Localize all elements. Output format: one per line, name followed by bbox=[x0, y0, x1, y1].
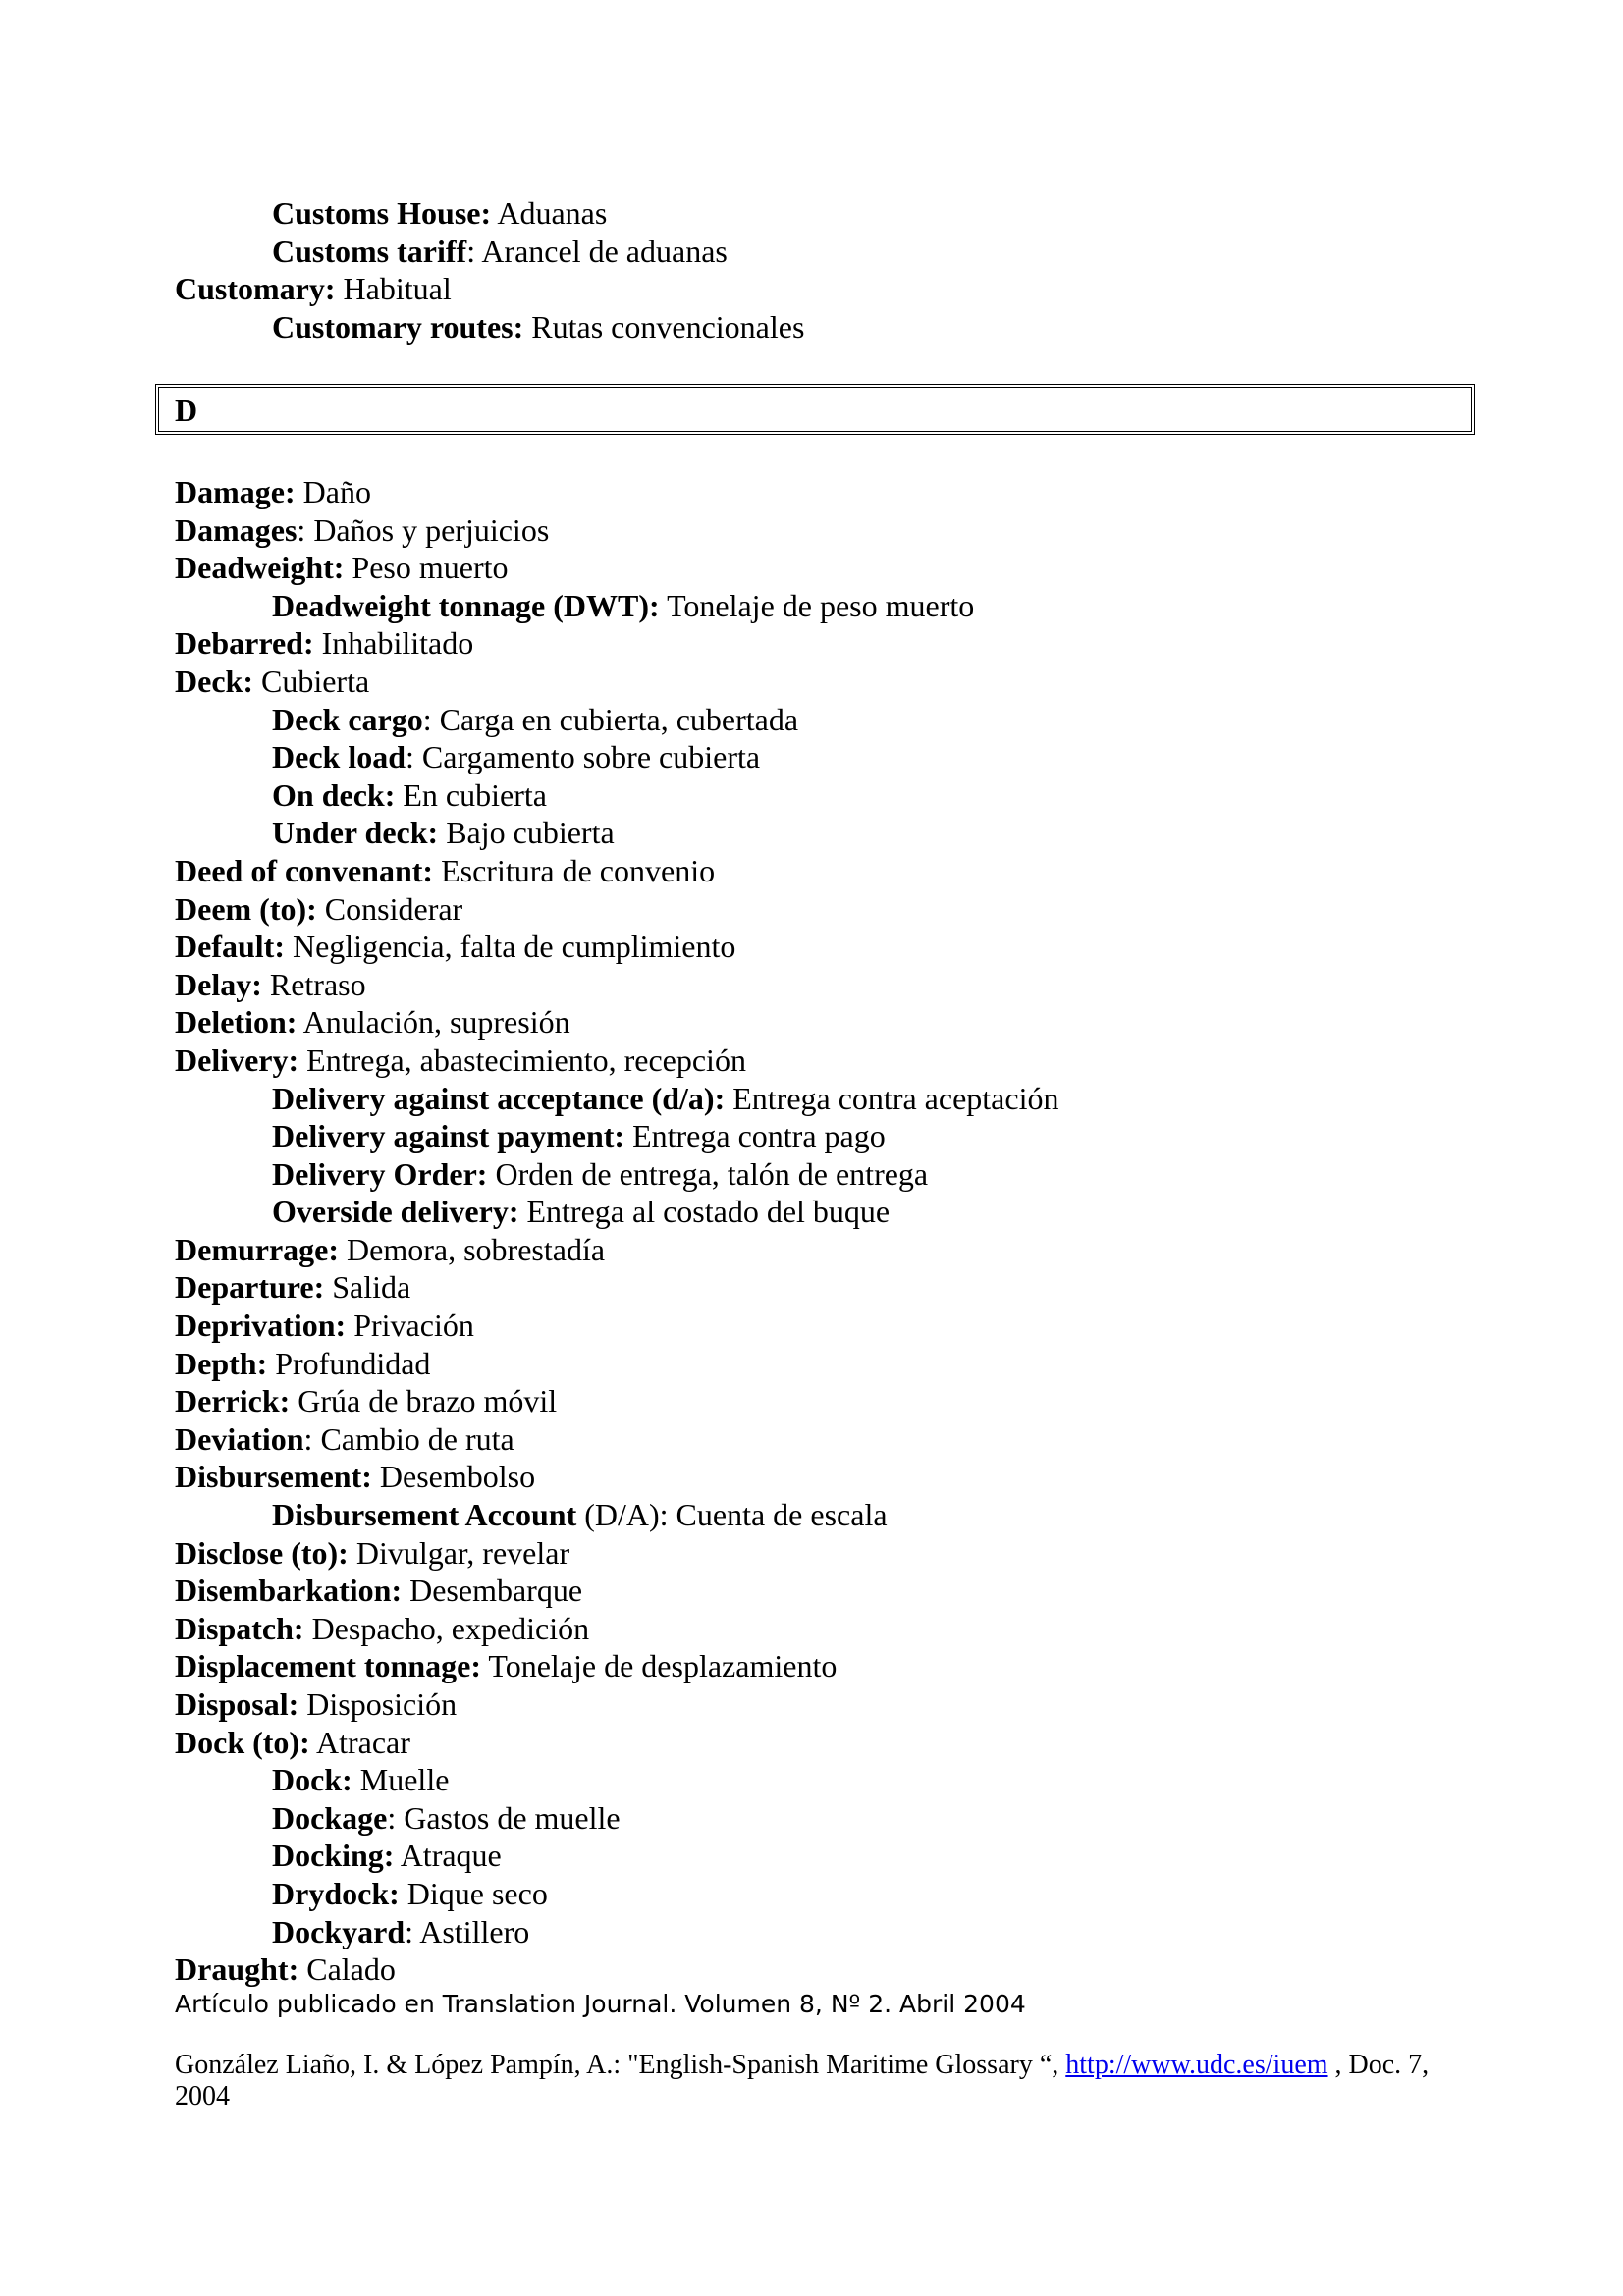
glossary-entry bbox=[175, 624, 1481, 663]
section-letter: D bbox=[175, 393, 198, 428]
entry-term: Disembarkation: bbox=[175, 1573, 403, 1609]
glossary-subentry bbox=[175, 308, 1481, 347]
glossary-subentry bbox=[175, 1080, 1481, 1118]
glossary-entry bbox=[175, 1724, 1481, 1762]
entry-definition: : Arancel de aduanas bbox=[466, 233, 728, 269]
glossary-entry bbox=[175, 549, 1481, 587]
entry-definition: Disposición bbox=[298, 1686, 458, 1722]
entry-definition: Escritura de convenio bbox=[433, 852, 716, 888]
entry-term: Disposal: bbox=[175, 1686, 299, 1722]
entry-term: Delivery: bbox=[175, 1041, 299, 1078]
glossary-entry bbox=[175, 1647, 1481, 1685]
glossary-subentry bbox=[175, 1193, 1481, 1231]
entry-term: Deck: bbox=[175, 663, 253, 699]
entry-term: Dock (to): bbox=[175, 1724, 310, 1760]
glossary-entry bbox=[175, 1382, 1481, 1420]
entry-definition: Cubierta bbox=[252, 663, 370, 699]
entry-term: Delivery Order: bbox=[272, 1155, 488, 1192]
entry-term: Dockyard bbox=[272, 1913, 406, 1949]
glossary-subentry bbox=[175, 1913, 1481, 1951]
entry-definition: : Cargamento sobre cubierta bbox=[406, 739, 761, 775]
glossary-entry bbox=[175, 1572, 1481, 1610]
entry-definition: Tonelaje de desplazamiento bbox=[480, 1648, 838, 1684]
entry-definition: (D/A): Cuenta de escala bbox=[576, 1497, 888, 1533]
glossary-subentry bbox=[175, 1799, 1481, 1838]
glossary-entry bbox=[175, 1420, 1481, 1459]
entry-term: Customs House: bbox=[272, 195, 492, 231]
entry-term: On deck: bbox=[272, 776, 396, 813]
glossary-subentry bbox=[175, 814, 1481, 852]
glossary-entry bbox=[175, 1003, 1481, 1041]
glossary-entry bbox=[175, 1041, 1481, 1080]
glossary-subentry bbox=[175, 776, 1481, 815]
entry-term: Deed of convenant: bbox=[175, 852, 434, 888]
entry-definition: Orden de entrega, talón de entrega bbox=[487, 1155, 929, 1192]
glossary-entry bbox=[175, 1458, 1481, 1496]
entry-definition: Tonelaje de peso muerto bbox=[659, 587, 975, 623]
entry-term: Under deck: bbox=[272, 815, 439, 851]
entry-term: Demurrage: bbox=[175, 1231, 340, 1267]
glossary-entry bbox=[175, 928, 1481, 966]
glossary-entry bbox=[175, 1534, 1481, 1573]
entry-term: Default: bbox=[175, 929, 285, 965]
entry-term: Customs tariff bbox=[272, 233, 467, 269]
entry-term: Deadweight: bbox=[175, 550, 345, 586]
glossary-entry bbox=[175, 511, 1481, 550]
entry-definition: : Gastos de muelle bbox=[387, 1799, 621, 1836]
glossary-subentry bbox=[175, 587, 1481, 625]
entry-term: Dock: bbox=[272, 1762, 352, 1798]
glossary-entry bbox=[175, 270, 1481, 308]
entry-definition: Considerar bbox=[316, 890, 463, 927]
glossary-entry bbox=[175, 473, 1481, 511]
entry-definition: Atracar bbox=[309, 1724, 410, 1760]
entry-definition: : Carga en cubierta, cubertada bbox=[422, 701, 799, 737]
glossary-subentry bbox=[175, 233, 1481, 271]
citation-text-end: , Doc. 7, 2004 bbox=[175, 2050, 1430, 2111]
publication-note: Artículo publicado en Translation Journal. Volumen 8, Nº 2. Abril 2004 bbox=[175, 1990, 1026, 2018]
entry-term: Customary routes: bbox=[272, 308, 524, 345]
entry-term: Damages bbox=[175, 511, 298, 548]
entry-definition: Desembolso bbox=[371, 1459, 536, 1495]
entry-term: Deck load bbox=[272, 739, 406, 775]
entry-definition: Despacho, expedición bbox=[303, 1610, 590, 1646]
entry-definition: En cubierta bbox=[395, 776, 547, 813]
entry-definition: Privación bbox=[346, 1308, 474, 1344]
glossary-entry bbox=[175, 663, 1481, 701]
entry-definition: Demora, sobrestadía bbox=[339, 1231, 606, 1267]
entry-definition: : Astillero bbox=[405, 1913, 530, 1949]
entry-term: Dockage bbox=[272, 1799, 388, 1836]
entry-definition: Divulgar, revelar bbox=[348, 1534, 570, 1571]
entry-definition: Habitual bbox=[335, 271, 452, 307]
entry-definition: Dique seco bbox=[399, 1875, 548, 1911]
glossary-subentry bbox=[175, 1117, 1481, 1155]
glossary-entry bbox=[175, 1950, 1481, 1989]
glossary-entry bbox=[175, 1610, 1481, 1648]
entry-definition: Entrega contra pago bbox=[624, 1118, 886, 1154]
glossary-entry bbox=[175, 890, 1481, 929]
entry-definition: : Cambio de ruta bbox=[303, 1420, 514, 1457]
citation-text: González Liaño, I. & López Pampín, A.: "English-Spanish Maritime Glossary “, bbox=[175, 2050, 1066, 2080]
entry-term: Debarred: bbox=[175, 625, 314, 662]
entry-term: Deprivation: bbox=[175, 1308, 347, 1344]
entry-term: Delay: bbox=[175, 966, 262, 1002]
entry-term: Customary: bbox=[175, 271, 336, 307]
entry-term: Draught: bbox=[175, 1951, 299, 1988]
entry-definition: Salida bbox=[324, 1269, 411, 1306]
entry-definition: Atraque bbox=[394, 1838, 502, 1874]
entry-term: Departure: bbox=[175, 1269, 325, 1306]
entry-term: Docking: bbox=[272, 1838, 395, 1874]
entry-term: Deadweight tonnage (DWT): bbox=[272, 587, 660, 623]
entry-definition: Rutas convencionales bbox=[523, 308, 805, 345]
entry-term: Delivery against acceptance (d/a): bbox=[272, 1080, 726, 1116]
entry-term: Overside delivery: bbox=[272, 1194, 519, 1230]
glossary-subentry bbox=[175, 1155, 1481, 1194]
entry-term: Depth: bbox=[175, 1345, 268, 1381]
glossary-subentry bbox=[175, 194, 1481, 233]
entry-definition: Desembarque bbox=[402, 1573, 583, 1609]
entry-definition: Bajo cubierta bbox=[438, 815, 615, 851]
entry-definition: Aduanas bbox=[491, 195, 608, 231]
glossary-list-continued bbox=[175, 194, 1481, 346]
glossary-subentry bbox=[175, 1761, 1481, 1799]
entry-term: Damage: bbox=[175, 474, 296, 509]
citation-link[interactable]: http://www.udc.es/iuem bbox=[1065, 2050, 1328, 2080]
entry-definition: Daño bbox=[295, 474, 371, 509]
entry-term: Disclose (to): bbox=[175, 1534, 349, 1571]
entry-definition: Profundidad bbox=[267, 1345, 431, 1381]
citation bbox=[175, 2050, 1451, 2112]
entry-definition: Entrega contra aceptación bbox=[725, 1080, 1059, 1116]
glossary-entry bbox=[175, 852, 1481, 890]
entry-definition: Entrega al costado del buque bbox=[518, 1194, 891, 1230]
glossary-entry bbox=[175, 1231, 1481, 1269]
entry-term: Deviation bbox=[175, 1420, 304, 1457]
glossary-entry bbox=[175, 966, 1481, 1004]
entry-definition: Anulación, supresión bbox=[297, 1004, 570, 1041]
entry-definition: Inhabilitado bbox=[313, 625, 474, 662]
entry-term: Displacement tonnage: bbox=[175, 1648, 481, 1684]
glossary-subentry bbox=[175, 1875, 1481, 1913]
section-header-box bbox=[155, 384, 1475, 435]
glossary-entry bbox=[175, 1268, 1481, 1307]
entry-term: Disbursement Account bbox=[272, 1497, 577, 1533]
entry-definition: Grúa de brazo móvil bbox=[290, 1383, 558, 1419]
entry-term: Disbursement: bbox=[175, 1459, 372, 1495]
entry-term: Delivery against payment: bbox=[272, 1118, 625, 1154]
glossary-subentry bbox=[175, 701, 1481, 739]
glossary-entry bbox=[175, 1685, 1481, 1724]
entry-definition: Muelle bbox=[352, 1762, 450, 1798]
entry-definition: : Daños y perjuicios bbox=[297, 511, 550, 548]
glossary-entry bbox=[175, 1345, 1481, 1383]
entry-term: Deletion: bbox=[175, 1004, 298, 1041]
glossary-entry bbox=[175, 1307, 1481, 1345]
entry-definition: Negligencia, falta de cumplimiento bbox=[284, 929, 736, 965]
glossary-subentry bbox=[175, 1496, 1481, 1534]
entry-definition: Entrega, abastecimiento, recepción bbox=[298, 1041, 746, 1078]
entry-definition: Retraso bbox=[261, 966, 366, 1002]
entry-term: Derrick: bbox=[175, 1383, 291, 1419]
glossary-subentry bbox=[175, 738, 1481, 776]
entry-term: Deem (to): bbox=[175, 890, 317, 927]
entry-definition: Peso muerto bbox=[344, 550, 509, 586]
entry-term: Deck cargo bbox=[272, 701, 423, 737]
glossary-list-d bbox=[175, 473, 1481, 1989]
entry-definition: Calado bbox=[298, 1951, 396, 1988]
entry-term: Drydock: bbox=[272, 1875, 400, 1911]
glossary-subentry bbox=[175, 1837, 1481, 1875]
entry-term: Dispatch: bbox=[175, 1610, 304, 1646]
